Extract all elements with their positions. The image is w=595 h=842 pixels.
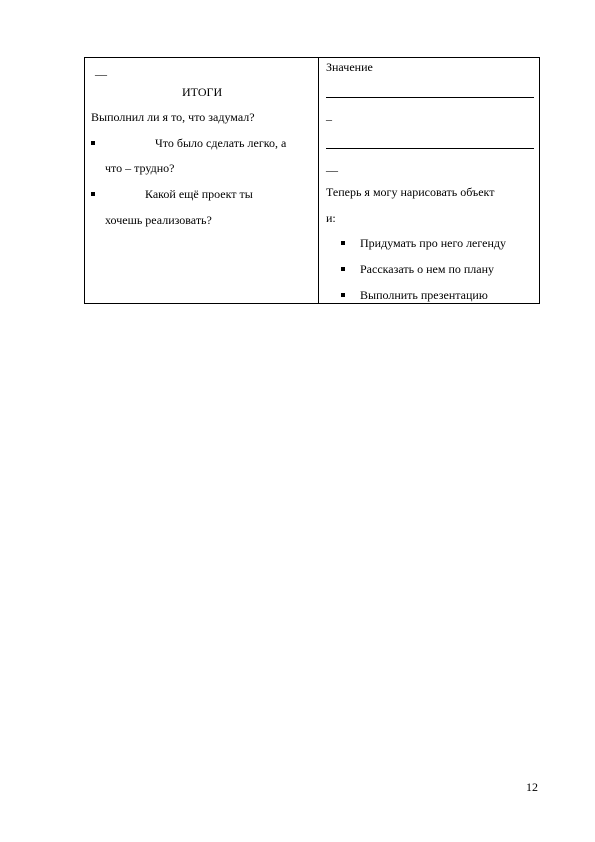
bullet-square-icon [341,267,345,271]
question-text: Выполнил ли я то, что задумал? [91,110,255,124]
page-number: 12 [526,780,538,794]
bullet-square-icon [341,241,345,245]
summary-table [84,57,540,304]
blank-prefix-2: __ [326,159,338,173]
bullet-square-icon [91,192,95,196]
bullet-1-line2: что – трудно? [105,161,175,175]
bullet-1-line1: Что было сделать легко, а [155,136,287,150]
bullet-square-icon [91,141,95,145]
label-znachenie: Значение [326,60,373,74]
statement-line1: Теперь я могу нарисовать объект [326,185,495,199]
bullet-square-icon [341,293,345,297]
answer-line [326,97,534,98]
left-dash: __ [95,63,107,77]
bullet-2-line2: хочешь реализовать? [105,213,212,227]
right-cell [319,58,539,303]
right-bullet-3: Выполнить презентацию [360,288,488,302]
right-bullet-1: Придумать про него легенду [360,236,507,250]
left-cell [85,58,318,303]
bullet-2-line1: Какой ещё проект ты [145,187,253,201]
right-bullet-2: Рассказать о нем по плану [360,262,495,276]
statement-line2: и: [326,211,336,225]
answer-line [326,148,534,149]
heading-itogi: ИТОГИ [182,85,223,99]
blank-prefix-1: _ [326,108,332,122]
